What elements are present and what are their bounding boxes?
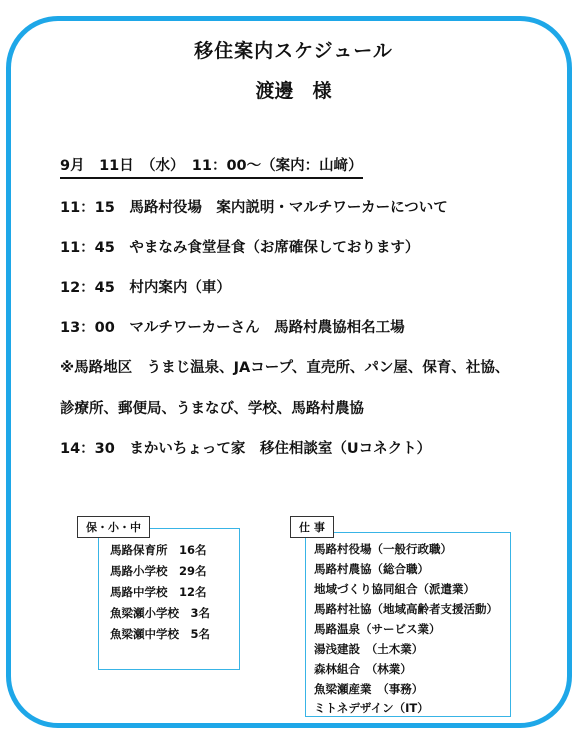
schedule-item: 11：45 やまなみ食堂昼食（お席確保しております） xyxy=(60,240,420,256)
jobs-box-label: 仕 事 xyxy=(290,516,334,538)
schools-row: 馬路中学校 12名 xyxy=(110,585,207,599)
jobs-row: 馬路村社協（地域高齢者支援活動） xyxy=(314,602,498,616)
document-title: 移住案内スケジュール xyxy=(194,40,393,62)
jobs-row: 地域づくり協同組合（派遣業） xyxy=(314,582,475,596)
schools-row: 馬路保育所 16名 xyxy=(110,543,207,557)
schools-row: 魚梁瀬中学校 5名 xyxy=(110,627,211,641)
schedule-item: 診療所、郵便局、うまなび、学校、馬路村農協 xyxy=(60,401,364,417)
schools-box-label: 保・小・中 xyxy=(77,516,150,538)
schedule-item: 13：00 マルチワーカーさん 馬路村農協相名工場 xyxy=(60,320,405,336)
jobs-row: 湯浅建設 （土木業） xyxy=(314,642,424,656)
jobs-row: 森林組合 （林業） xyxy=(314,662,412,676)
schools-row: 魚梁瀬小学校 3名 xyxy=(110,606,211,620)
schedule-date-line: 9月 11日 （水） 11：00～（案内：山﨑） xyxy=(60,154,363,179)
jobs-row: 馬路温泉（サービス業） xyxy=(314,622,441,636)
jobs-row: 馬路村農協（総合職） xyxy=(314,562,429,576)
jobs-row: 魚梁瀬産業 （事務） xyxy=(314,682,424,696)
schools-row: 馬路小学校 29名 xyxy=(110,564,207,578)
recipient-name: 渡邊 様 xyxy=(255,80,332,102)
jobs-row: ミトネデザイン（IT） xyxy=(314,701,429,715)
schedule-item: 11：15 馬路村役場 案内説明・マルチワーカーについて xyxy=(60,200,448,216)
jobs-row: 馬路村役場（一般行政職） xyxy=(314,542,452,556)
schedule-item: ※馬路地区 うまじ温泉、JAコープ、直売所、パン屋、保育、社協、 xyxy=(60,360,510,376)
schedule-item: 14：30 まかいちょって家 移住相談室（Uコネクト） xyxy=(60,441,432,457)
schedule-item: 12：45 村内案内（車） xyxy=(60,280,231,296)
